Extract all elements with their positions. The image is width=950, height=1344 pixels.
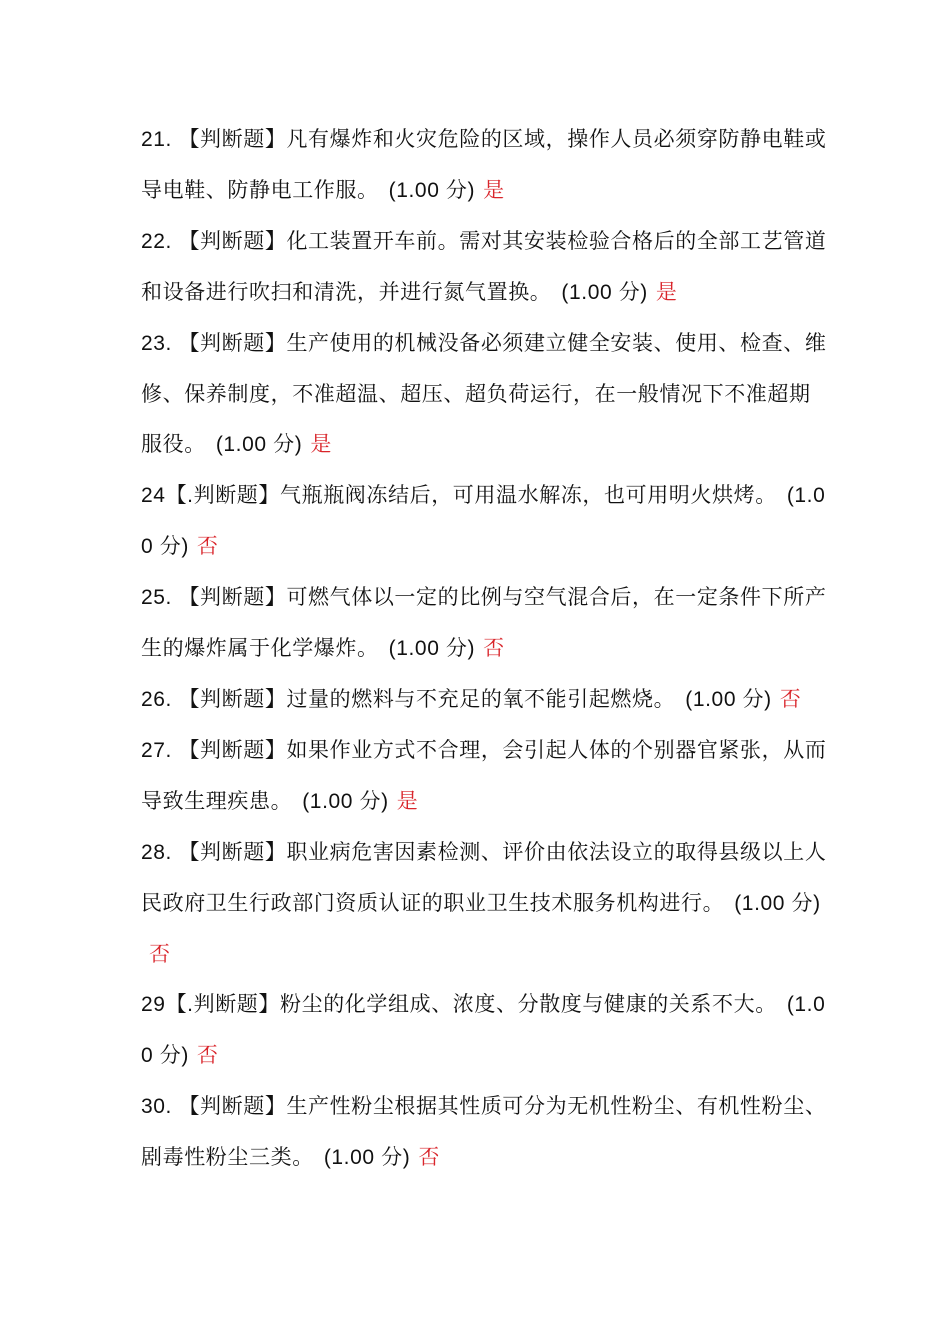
question-number: 27. [141, 739, 179, 762]
question-text: 职业病危害因素检测、评价由依法设立的取得县级以上人民政府卫生行政部门资质认证的职业卫生技术服务机构进行。 [141, 840, 827, 915]
question-number: 30. [141, 1095, 179, 1118]
question-score: (1.00 分) [388, 179, 476, 202]
question-number: 23. [141, 332, 179, 355]
question-answer: 否 [196, 534, 219, 558]
question-text: 如果作业方式不合理，会引起人体的个别器官紧张，从而导致生理疾患。 [141, 738, 827, 813]
question-type: 【.判断题】 [165, 484, 280, 507]
question-score: (1.00 分) [141, 993, 826, 1067]
document-page [141, 114, 831, 1183]
question-answer: 是 [655, 280, 678, 304]
question-type: 【判断题】 [178, 128, 287, 151]
question-text: 凡有爆炸和火灾危险的区域，操作人员必须穿防静电鞋或导电鞋、防静电工作服。 [141, 127, 827, 202]
question-number: 24 [141, 484, 166, 507]
question-score: (1.00 分) [323, 1146, 411, 1169]
question-score: (1.00 分) [141, 484, 826, 558]
question-21 [141, 114, 831, 216]
question-answer: 是 [483, 178, 505, 202]
question-score: (1.00 分) [302, 790, 389, 813]
question-type: 【判断题】 [178, 586, 287, 609]
question-text: 化工装置开车前。需对其安装检验合格后的全部工艺管道和设备进行吹扫和清洗，并进行氮气置换。 [141, 229, 827, 304]
question-23 [141, 318, 831, 470]
question-22 [141, 216, 831, 318]
question-29 [141, 979, 831, 1081]
question-type: 【判断题】 [178, 1095, 287, 1118]
question-score: (1.00 分) [734, 892, 821, 915]
question-type: 【判断题】 [178, 230, 287, 253]
question-text: 气瓶瓶阀冻结后，可用温水解冻，也可用明火烘烤。 [280, 483, 777, 507]
question-score: (1.00 分) [388, 637, 476, 660]
question-type: 【判断题】 [178, 739, 287, 762]
question-text: 过量的燃料与不充足的氧不能引起燃烧。 [286, 687, 676, 711]
question-score: (1.00 分) [685, 688, 772, 711]
question-number: 21. [141, 128, 179, 151]
question-text: 可燃气体以一定的比例与空气混合后，在一定条件下所产生的爆炸属于化学爆炸。 [141, 585, 827, 660]
question-answer: 是 [310, 432, 332, 456]
question-number: 28. [141, 841, 179, 864]
question-type: 【.判断题】 [165, 993, 280, 1016]
question-25 [141, 572, 831, 674]
question-score: (1.00 分) [215, 433, 303, 456]
question-26 [141, 674, 831, 725]
question-answer: 是 [396, 789, 419, 813]
question-text: 生产使用的机械没备必须建立健全安装、使用、检查、维修、保养制度，不准超温、超压、超负荷运行，在一般情况下不准超期服役。 [141, 331, 827, 456]
question-number: 22. [141, 230, 179, 253]
question-type: 【判断题】 [178, 688, 287, 711]
question-text: 粉尘的化学组成、浓度、分散度与健康的关系不大。 [280, 992, 777, 1016]
question-score: (1.00 分) [561, 281, 648, 304]
question-27 [141, 725, 831, 827]
question-answer: 否 [149, 942, 171, 966]
question-answer: 否 [779, 687, 802, 711]
question-number: 25. [141, 586, 179, 609]
question-number: 26. [141, 688, 179, 711]
question-answer: 否 [196, 1043, 219, 1067]
question-type: 【判断题】 [178, 841, 287, 864]
question-24 [141, 470, 831, 572]
question-30 [141, 1081, 831, 1183]
question-answer: 否 [418, 1145, 440, 1169]
question-28 [141, 827, 831, 979]
question-type: 【判断题】 [178, 332, 287, 355]
question-answer: 否 [483, 636, 505, 660]
question-text: 生产性粉尘根据其性质可分为无机性粉尘、有机性粉尘、剧毒性粉尘三类。 [141, 1094, 827, 1169]
question-number: 29 [141, 993, 166, 1016]
